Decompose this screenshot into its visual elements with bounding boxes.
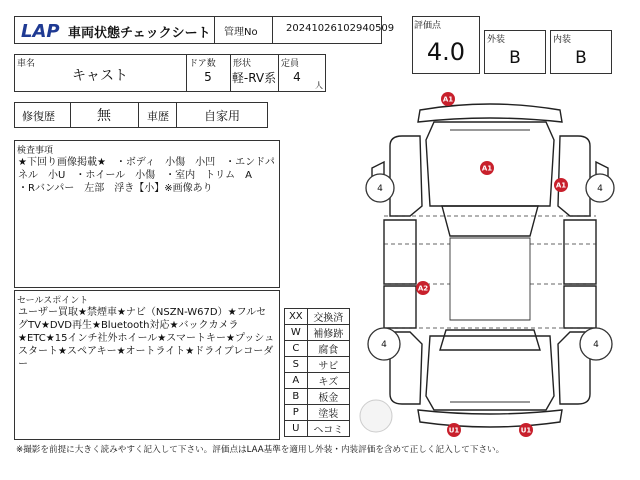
legend-code: B <box>285 389 308 405</box>
shape-value: 軽-RV系 <box>231 70 277 85</box>
doors-value: 5 <box>204 70 212 84</box>
capacity-label: 定員 <box>281 59 300 69</box>
tire-depth-label: 4 <box>593 340 599 350</box>
legend-row <box>285 389 350 405</box>
legend-row <box>285 421 350 437</box>
doors-label: ドア数 <box>189 59 216 69</box>
inspection-text: ★下回り画像掲載★ ・ボディ 小傷 小凹 ・エンドパネル 小U ・ホイール 小傷 ・室内 トリム A ・Rバンパー 左部 浮き【小】※画像あり <box>18 157 275 194</box>
damage-mark-left-door <box>416 281 430 295</box>
legend-code: XX <box>285 309 308 325</box>
lap-logo <box>20 20 64 40</box>
overall-score: 4.0 <box>426 38 466 66</box>
car-name: キャスト <box>72 68 128 84</box>
overall-score-label: 評価点 <box>414 21 442 31</box>
svg-text:A1: A1 <box>555 181 567 190</box>
tire-front-right <box>586 174 614 202</box>
damage-mark-right-fender <box>554 178 568 192</box>
legend-meaning: 補修跡 <box>307 325 349 341</box>
legend-row <box>285 373 350 389</box>
car-name-label: 車名 <box>17 59 36 69</box>
legend-meaning: 板金 <box>307 389 349 405</box>
legend-row <box>285 357 350 373</box>
svg-text:A1: A1 <box>481 164 493 173</box>
sheet-title: 車両状態チェックシート <box>68 26 211 41</box>
legend-code: P <box>285 405 308 421</box>
legend-meaning: 交換済 <box>307 309 349 325</box>
legend-code: S <box>285 357 308 373</box>
svg-text:A1: A1 <box>442 95 454 104</box>
exterior-score: B <box>509 48 521 68</box>
sales-text: ユーザー買取★禁煙車★ナビ（NSZN-W67D）★フルセグTV★DVD再生★Bluetooth対応★バックカメラ★ETC★15インチ社外ホイール★スマートキー★プッシュスタート★スペアキー★オートライト★ドライブレコーダー <box>18 307 275 370</box>
usage-label: 車歴 <box>147 110 169 123</box>
svg-text:U1: U1 <box>520 426 532 435</box>
shape-label: 形状 <box>233 59 252 69</box>
legend-meaning: サビ <box>307 357 349 373</box>
damage-code-legend <box>284 308 350 437</box>
interior-score: B <box>575 48 587 68</box>
tire-depth-label: 4 <box>377 184 383 194</box>
legend-meaning: キズ <box>307 373 349 389</box>
mgmt-number: 20241026102940509 <box>286 23 395 34</box>
tire-rear-right <box>580 328 612 360</box>
legend-code: U <box>285 421 308 437</box>
tire-front-left <box>366 174 394 202</box>
svg-text:U1: U1 <box>448 426 460 435</box>
inspection-label: 検査事項 <box>17 146 54 156</box>
usage-value: 自家用 <box>203 108 240 123</box>
interior-score-label: 内装 <box>553 35 572 45</box>
damage-mark-front-bumper <box>441 92 455 106</box>
tire-depth-label: 4 <box>597 184 603 194</box>
damage-mark-hood <box>480 161 494 175</box>
legend-row <box>285 405 350 421</box>
legend-row <box>285 325 350 341</box>
capacity-unit: 人 <box>315 81 323 90</box>
damage-mark-rear-bumper-left <box>447 423 461 437</box>
capacity-value: 4 <box>293 70 301 84</box>
svg-text:A2: A2 <box>417 284 429 293</box>
legend-code: A <box>285 373 308 389</box>
spare-tire <box>360 400 392 432</box>
mgmt-label: 管理No <box>224 27 258 38</box>
tire-depth-label: 4 <box>381 340 387 350</box>
repair-history-label: 修復歴 <box>22 110 55 123</box>
logo-text: LAP <box>21 21 60 40</box>
damage-mark-rear-bumper-right <box>519 423 533 437</box>
sales-label: セールスポイント <box>17 296 89 306</box>
legend-meaning: 腐食 <box>307 341 349 357</box>
car-diagram <box>350 88 630 444</box>
legend-meaning: ヘコミ <box>307 421 349 437</box>
legend-code: C <box>285 341 308 357</box>
repair-history-value: 無 <box>97 108 111 124</box>
exterior-score-label: 外装 <box>487 35 506 45</box>
footer-note: ※撮影を前提に大きく読みやすく記入して下さい。評価点はLAA基準を適用し外装・内装評価を含めて正しく記入して下さい。 <box>16 445 505 455</box>
legend-meaning: 塗装 <box>307 405 349 421</box>
tire-rear-left <box>368 328 400 360</box>
legend-row <box>285 341 350 357</box>
legend-row <box>285 309 350 325</box>
legend-code: W <box>285 325 308 341</box>
